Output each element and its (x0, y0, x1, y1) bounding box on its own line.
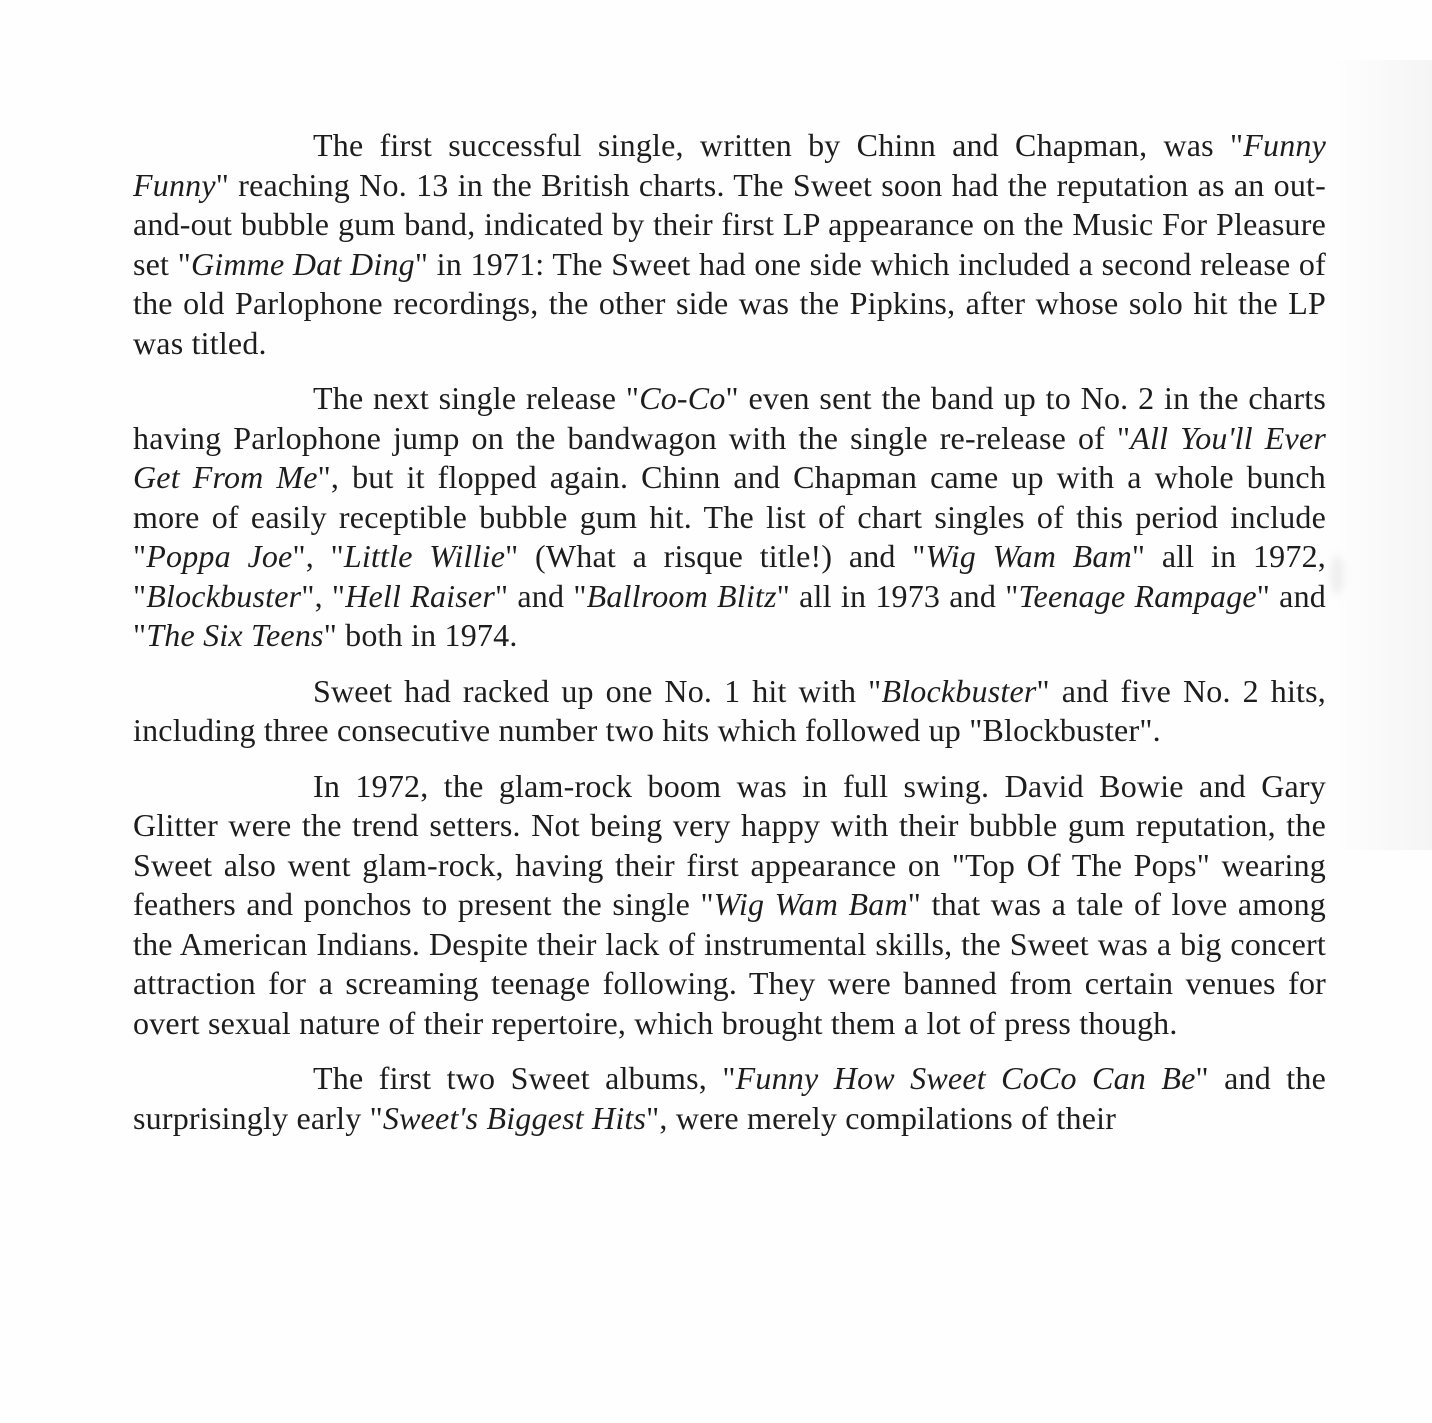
title-italic-run: Ballroom Blitz (586, 577, 777, 614)
text-run: " and " (133, 577, 1326, 653)
paragraph-1 (133, 126, 1326, 363)
paragraph-3 (133, 672, 1326, 751)
title-italic-run: Funny How Sweet CoCo Can Be (735, 1060, 1196, 1096)
text-run: " and five No. 2 hits, including three consecutive number two hits which followed up "Blockbuster". (133, 672, 1326, 748)
text-run: " all in 1973 and " (776, 577, 1019, 614)
text-run: The first two Sweet albums, " (313, 1060, 736, 1096)
text-run: " reaching No. 13 in the British charts. The Sweet soon had the reputation as an out-and-out bubble gum band, indicated by their first LP appearance on the Music For Pleasure set " (133, 166, 1326, 282)
text-run: " all in 1972, " (133, 538, 1326, 614)
title-italic-run: Poppa Joe (146, 538, 293, 574)
title-italic-run: Funny Funny (133, 127, 1326, 203)
title-italic-run: Hell Raiser (345, 577, 495, 614)
text-run: The next single release " (313, 380, 640, 416)
text-run: ", " (292, 538, 344, 574)
title-italic-run: All You'll Ever Get From Me (133, 419, 1327, 495)
text-run: " and " (494, 577, 587, 614)
scan-smudge-artifact (1330, 555, 1344, 595)
text-run: Sweet had racked up one No. 1 hit with " (313, 672, 882, 709)
paragraph-5 (133, 1059, 1326, 1138)
text-run: " and the surprisingly early " (133, 1060, 1326, 1136)
title-italic-run: Wig Wam Bam (925, 538, 1132, 574)
text-run: The first successful single, written by Chinn and Chapman, was " (313, 127, 1244, 163)
scan-edge-shading (1332, 60, 1432, 850)
text-run: " both in 1974. (323, 617, 518, 653)
title-italic-run: Wig Wam Bam (713, 886, 908, 922)
title-italic-run: Blockbuster (146, 577, 302, 614)
text-run: " (What a risque title!) and " (505, 538, 926, 574)
paragraph-2 (133, 379, 1326, 656)
text-run: " in 1971: The Sweet had one side which included a second release of the old Parlophone recordings, the other side was the Pipkins, after whose solo hit the LP was titled. (133, 245, 1326, 361)
text-run: " that was a tale of love among the American Indians. Despite their lack of instrumental skills, the Sweet was a big concert attraction for a screaming teenage following. They were banned from certain venues for overt sexual nature of their repertoire, which brought them a lot of press though. (133, 886, 1326, 1041)
title-italic-run: Blockbuster (881, 672, 1037, 709)
text-run: ", but it flopped again. Chinn and Chapman came up with a whole bunch more of easily receptible bubble gum hit. The list of chart singles of this period include " (133, 459, 1326, 574)
title-italic-run: Sweet's Biggest Hits (382, 1099, 647, 1136)
text-run: ", " (301, 577, 346, 614)
text-run: ", were merely compilations of their (646, 1099, 1117, 1136)
text-run: In 1972, the glam-rock boom was in full swing. David Bowie and Gary Glitter were the trend setters. Not being very happy with their bubble gum reputation, the Sweet also went glam-rock, having their first appearance on "Top Of The Pops" wearing feathers and ponchos to present the single " (133, 767, 1326, 922)
title-italic-run: Gimme Dat Ding (190, 245, 415, 282)
title-italic-run: Teenage Rampage (1018, 577, 1257, 614)
text-run: " even sent the band up to No. 2 in the charts having Parlophone jump on the bandwagon with the single re-release of " (133, 380, 1327, 456)
paragraph-4 (133, 767, 1326, 1044)
article-text-block (133, 126, 1326, 1154)
title-italic-run: Co-Co (639, 380, 726, 416)
title-italic-run: The Six Teens (146, 617, 324, 653)
title-italic-run: Little Willie (343, 538, 506, 574)
